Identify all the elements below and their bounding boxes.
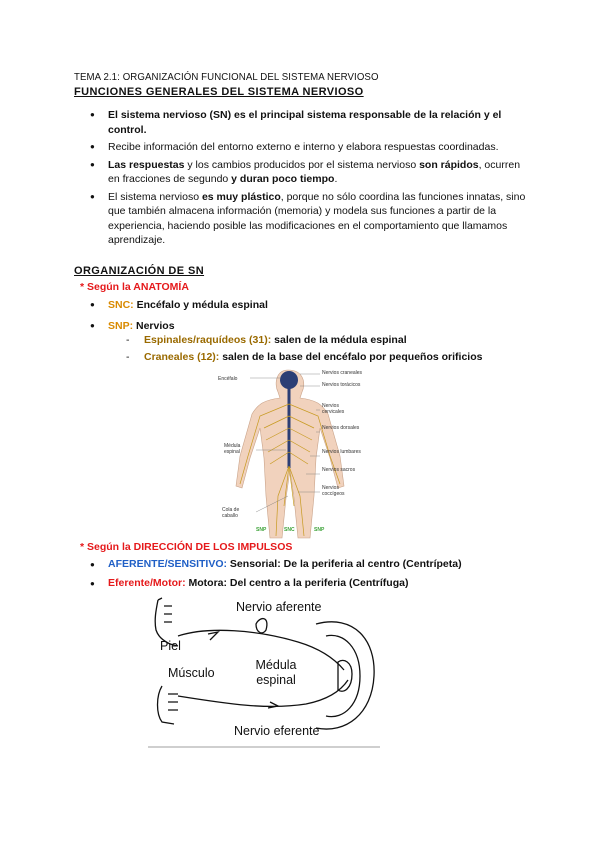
- spinal-nerves: - Espinales/raquídeos (31): salen de la médula espinal: [126, 332, 526, 349]
- nervous-system-figure: [220, 366, 370, 540]
- label-nervios-toracicos: Nervios torácicos: [322, 382, 361, 388]
- label-snp-right: SNP: [314, 527, 325, 533]
- label-dorsales: Nervios dorsales: [322, 425, 360, 431]
- bullet-3: ● Las respuestas y los cambios producidos por el sistema nervioso son rápidos, ocurren en fracciones de segundo y duran poco tiempo.: [90, 158, 530, 187]
- label-cervicales: Nervios cervicales: [322, 403, 345, 415]
- reflex-arc-diagram: [148, 596, 380, 748]
- bullet-2: ● Recibe información del entorno externo e interno y elabora respuestas coordinadas.: [90, 140, 530, 155]
- label-coccigeos: Nervios coccígeos: [322, 485, 345, 497]
- label-snp-left: SNP: [256, 527, 267, 533]
- direction-list: [90, 557, 530, 594]
- snp-sublist: [126, 332, 526, 366]
- label-skin: Piel: [160, 639, 181, 653]
- label-efferent-nerve: Nervio eferente: [234, 724, 320, 738]
- bullet-1: ● El sistema nervioso (SN) es el principal sistema responsable de la relación y el control.: [90, 108, 530, 137]
- label-cola-caballo: Cola de caballo: [222, 507, 240, 519]
- label-snc: SNC: [284, 527, 295, 533]
- snc-item: ● SNC: Encéfalo y médula espinal: [90, 298, 530, 313]
- direction-title: * Según la DIRECCIÓN DE LOS IMPULSOS: [80, 541, 293, 553]
- topic-title: TEMA 2.1: ORGANIZACIÓN FUNCIONAL DEL SISTEMA NERVIOSO: [74, 71, 379, 83]
- section-heading-functions: FUNCIONES GENERALES DEL SISTEMA NERVIOSO: [74, 86, 364, 98]
- label-sacros: Nervios sacros: [322, 467, 356, 473]
- label-spinal-cord: Médula espinal: [255, 658, 297, 687]
- label-nervios-craneales: Nervios craneales: [322, 370, 363, 376]
- bullet-4: ● El sistema nervioso es muy plástico, porque no sólo coordina las funciones innatas, sino que también almacena información (memoria) y modela sus funciones a partir de la experiencia, haciendo posible las modificaciones en el comportamiento que llamamos aprendizaje.: [90, 190, 530, 248]
- cranial-nerves: - Craneales (12): salen de la base del encéfalo por pequeños orificios: [126, 349, 526, 366]
- anatomy-title: * Según la ANATOMÍA: [80, 281, 189, 293]
- efferent-item: ● Eferente/Motor: Motora: Del centro a la periferia (Centrífuga): [90, 576, 530, 591]
- afferent-item: ● AFERENTE/SENSITIVO: Sensorial: De la periferia al centro (Centrípeta): [90, 557, 530, 572]
- anatomy-list: [90, 298, 530, 336]
- label-medula: Médula espinal: [224, 443, 241, 455]
- label-encefalo: Encéfalo: [218, 376, 238, 382]
- label-muscle: Músculo: [168, 666, 215, 680]
- snp-item: ● SNP: Nervios: [90, 319, 530, 334]
- label-afferent-nerve: Nervio aferente: [236, 600, 322, 614]
- functions-list: [90, 108, 530, 251]
- label-lumbares: Nervios lumbares: [322, 449, 361, 455]
- section-heading-organization: ORGANIZACIÓN DE SN: [74, 265, 205, 277]
